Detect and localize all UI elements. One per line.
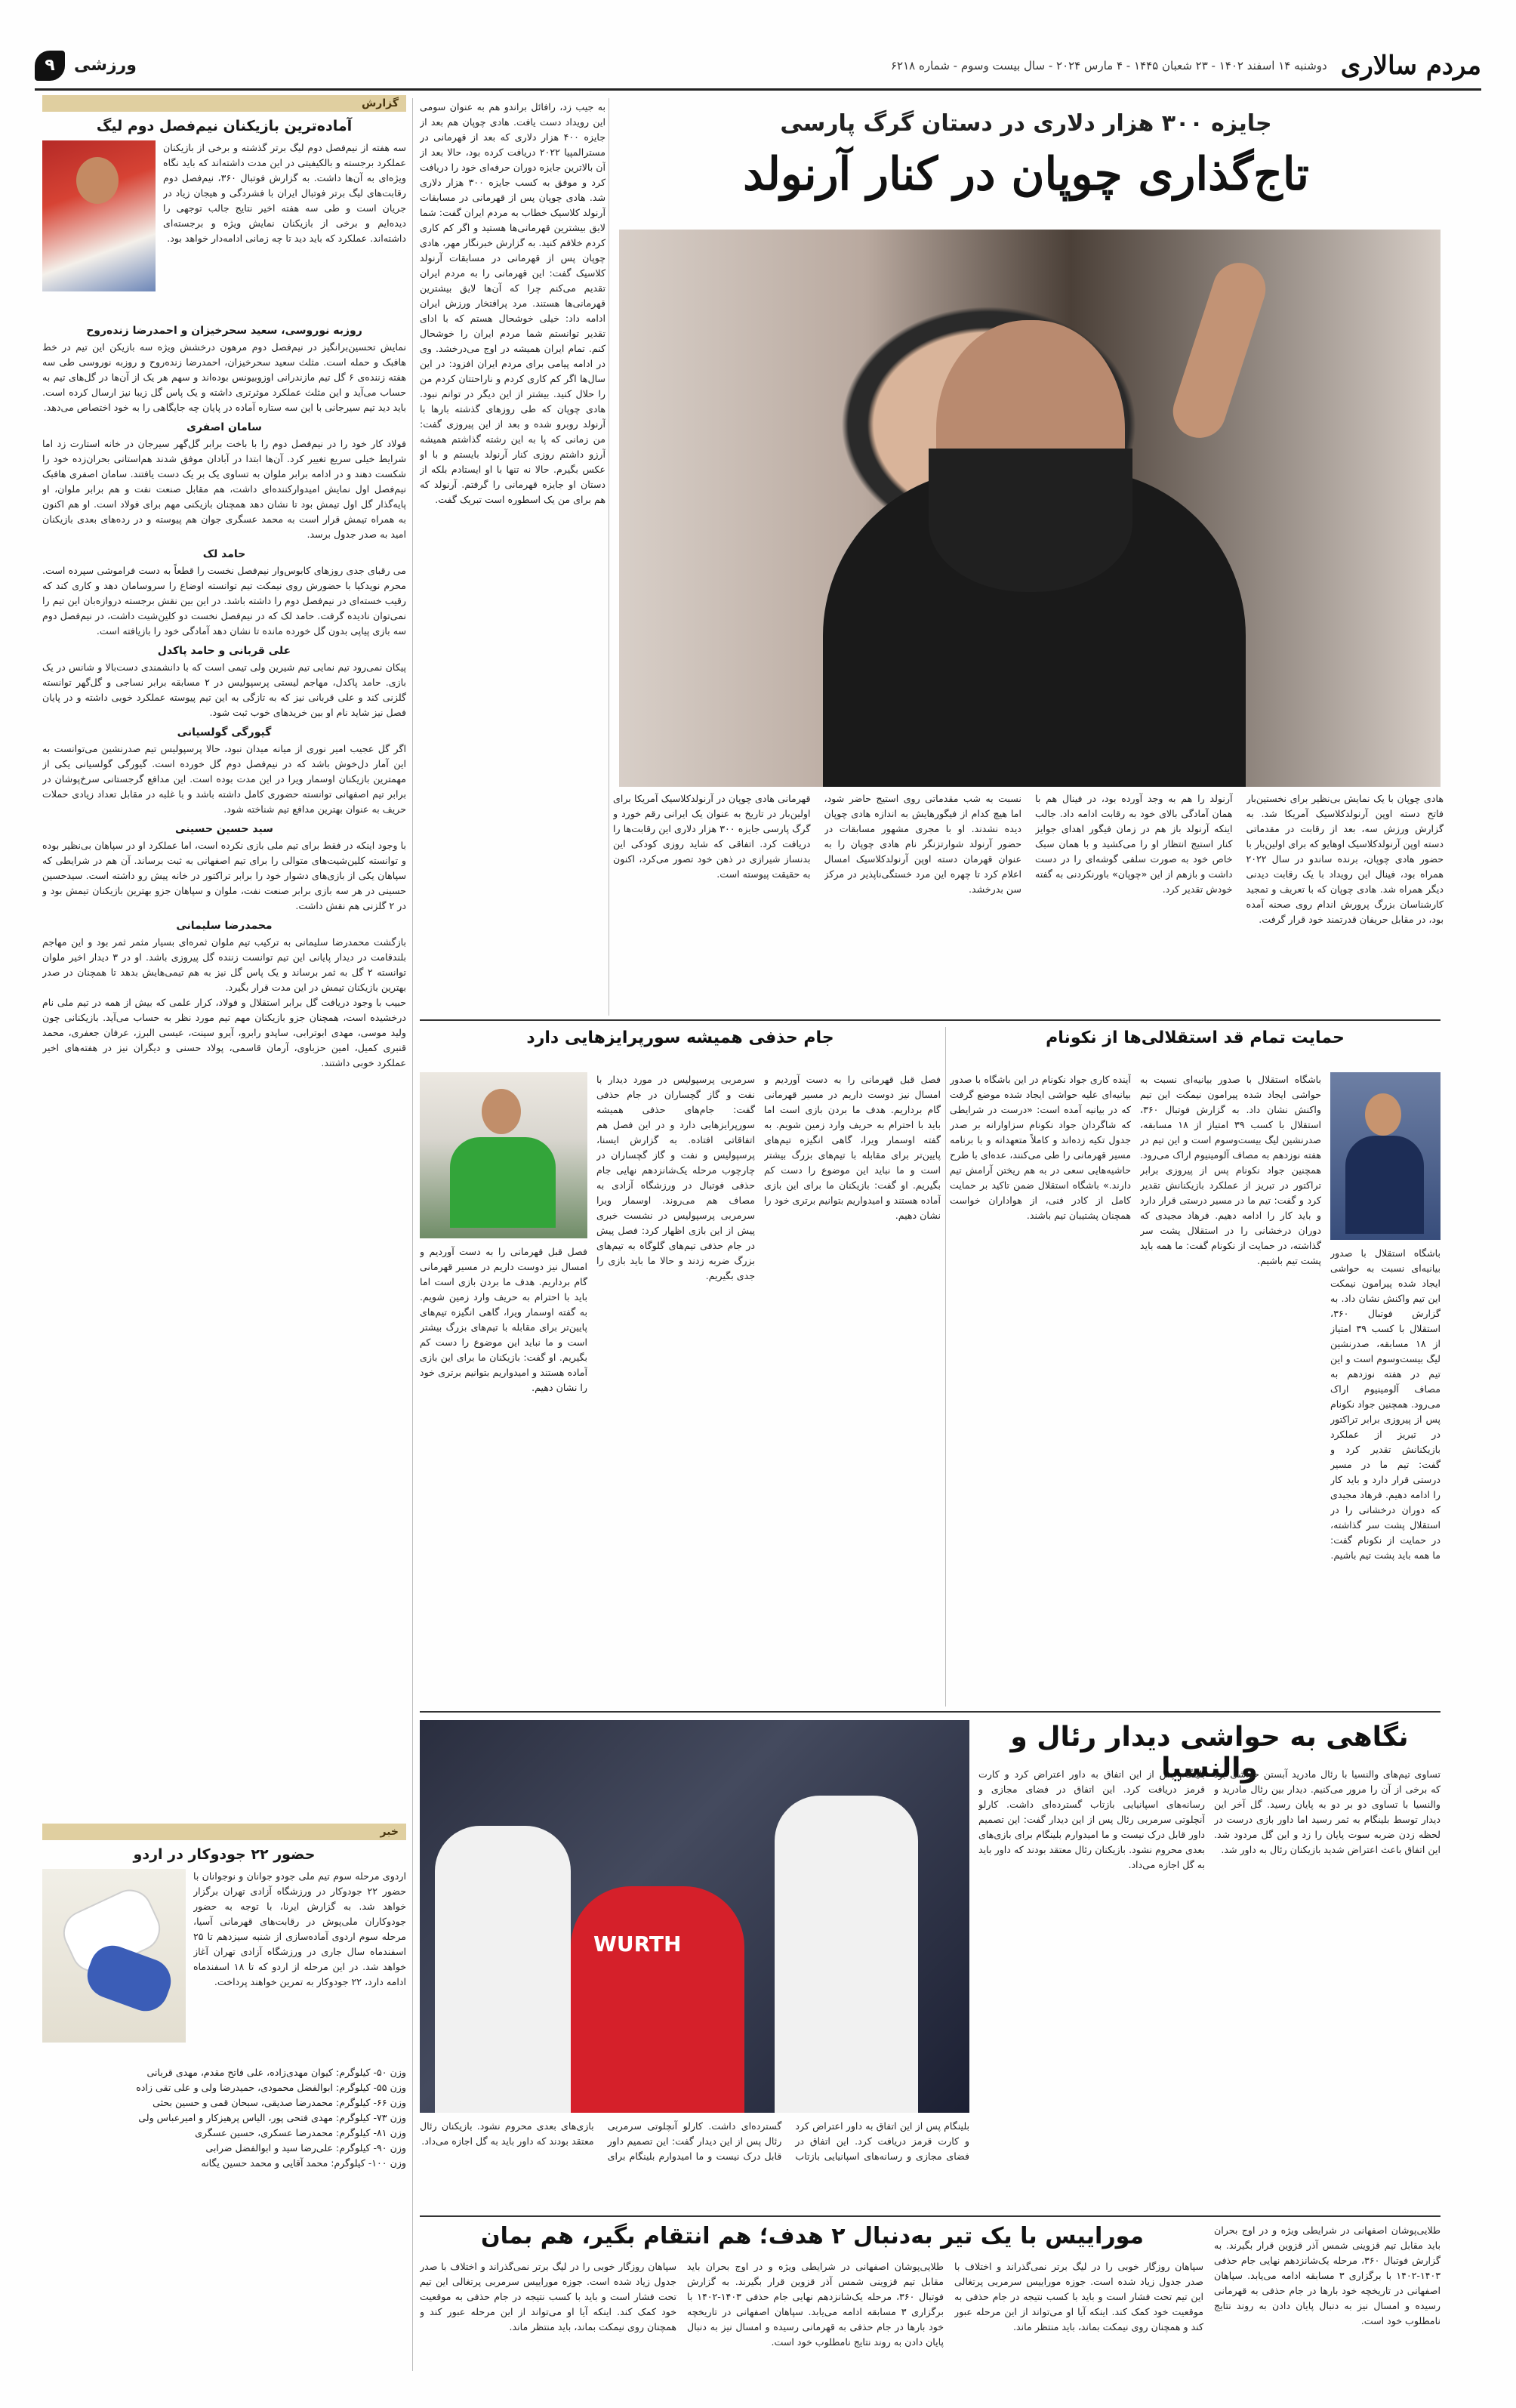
main-story-title: تاج‌گذاری چوپان در کنار آرنولد	[743, 148, 1309, 201]
coach-photo	[1330, 1072, 1441, 1240]
nekounam-col-2: باشگاه استقلال با صدور بیانیه‌ای نسبت به حواشی ایجاد شده پیرامون نیمکت این تیم واکنش نشان داد. به گزارش فوتبال ۳۶۰، استقلال با کسب ۳۹ امتیاز از ۱۸ مسابقه، صدرنشین لیگ بیست‌وسوم است و این تیم در هفته نوزدهم به مصاف آلومینیوم اراک می‌رود. همچنین جواد نکونام پس از پیروزی برابر تراکتور در تبریز از عملکرد بازیکنانش تقدیر کرد و گفت: تیم ما در مسیر درستی قرار دارد و باید کار را ادامه دهیم. فرهاد مجیدی که دوران درخشانی را در استقلال پشت سر گذاشته، در حمایت از نکونام گفت: ما همه باید پشت تیم باشیم.	[1140, 1074, 1321, 1266]
real-valencia-title: نگاهی به حواشی دیدار رئال و والنسیا	[1010, 1722, 1409, 1784]
sidebar-section-text: اگر گل عجیب امیر نوری از میانه میدان نبود، حالا پرسپولیس تیم صدرنشین می‌توانست به این آمار دل‌خوش باشد که در نیم‌فصل دوم گل خورده است. گیورگی گولسیانی یکی از مهمترین بازیکنان اوسمار ویرا در این مدت بوده است. این مدافع گرجستانی سرخ‌پوشان در برابر تیم اصفهانی توانسته حضوری کامل داشته باشد و با غلبه در مقابل تعداد زیادی حملات حریف به عنوان بهترین مدافع تیم شناخته شود.	[42, 743, 406, 815]
masthead-right	[891, 51, 1481, 81]
news-kicker: خبر	[42, 1824, 406, 1840]
moraes-col-2: طلایی‌پوشان اصفهانی در شرایطی ویژه و در اوج بحران باید مقابل تیم قزوینی شمس آذر قزوین قرار بگیرند. به گزارش فوتبال ۳۶۰، مرحله یک‌شانزدهم نهایی جام حذفی ۱۴۰۳-۱۴۰۲ با برگزاری ۳ مسابقه ادامه می‌یابد. سپاهان اصفهانی در تاریخچه خود بارها در جام حذفی به قهرمانی رسیده و امسال نیز به دنبال پایان دادن به روند نتایج نامطلوب خود است.	[687, 2261, 944, 2348]
moraes-col-4: طلایی‌پوشان اصفهانی در شرایطی ویژه و در اوج بحران باید مقابل تیم قزوینی شمس آذر قزوین قرار بگیرند. به گزارش فوتبال ۳۶۰، مرحله یک‌شانزدهم نهایی جام حذفی ۱۴۰۳-۱۴۰۲ با برگزاری ۳ مسابقه ادامه می‌یابد. سپاهان اصفهانی در تاریخچه خود بارها در جام حذفی به قهرمانی رسیده و امسال نیز به دنبال پایان دادن به روند نتایج نامطلوب خود است.	[1214, 2225, 1441, 2326]
news-list-item: وزن ۵۵- کیلوگرم: ابوالفضل محمودی، حمیدرضا ولی و علی تقی زاده	[136, 2082, 406, 2093]
news-title: حضور ۲۲ جودوکار در اردو	[133, 1846, 316, 1863]
news-list-item: وزن ۵۰- کیلوگرم: کیوان مهدی‌زاده، علی فاتح مقدم، مهدی قربانی	[146, 2067, 406, 2078]
main-story-col-2: آرنولد را هم به وجد آورده بود، در فینال هم با همان آمادگی بالای خود به رقابت ادامه داد. جالب اینکه آرنولد باز هم در زمان فیگور اهدای جوایز کنار استیج انتظار او را می‌کشید و با همان سبک خاص خود به صورت سلفی گوشه‌ای را در دست داشت و بازهم از این «چوپان» باورنکردنی به گفته خودش تقدیر کرد.	[1035, 793, 1233, 895]
real-valencia-col-1: بلینگام پس از این اتفاق به داور اعتراض کرد و کارت قرمز دریافت کرد. این اتفاق در فضای مجازی و رسانه‌های اسپانیایی بازتاب گسترده‌ای داشت. کارلو آنچلوتی سرمربی رئال پس از این دیدار گفت: این تصمیم داور قابل درک نیست و ما امیدوارم بلینگام برای بازی‌های بعدی محروم نشود. بازیکنان رئال معتقد بودند که داور باید به گل اجازه می‌داد.	[978, 1768, 1205, 1870]
sidebar-section-text: نمایش تحسین‌برانگیز در نیم‌فصل دوم مرهون درخشش ویژه سه بازیکن این تیم در خط هافبک و حمله است. مثلث سعید سحرخیزان، احمدرضا زنده‌روح و روزبه نوروسی طی سه هفته زننده‌ی ۶ گل تیم مازندرانی اوزوبیونس بوده‌اند و سهم هر یک از آن‌ها در گل‌های تیم به حساب می‌آید و این مثلث عملکرد موثرتری داشته و یک پاس گل زیبا نیز ارسال کرده است. باید دید تیم سیرجانی با این سه ستاره آماده در پایان چه جایگاهی را به خود اختصاص می‌دهد.	[42, 341, 406, 413]
news-weight-list	[42, 2065, 406, 2171]
sidebar-section-text: می رقبای جدی روزهای کابوس‌وار نیم‌فصل نخست را قطعاً به دست فراموشی سپرده است. محرم نویدکیا با حضورش روی نیمکت تیم توانسته اوضاع را سروسامان دهد و کاری کند که رقیب خسته‌ای در نیم‌فصل دوم را داشته باشد. در این بین نقش برجسته دروازه‌بان این تیم را نمی‌توان نادیده گرفت. حامد لک که در نیم‌فصل نخست دو کلین‌شیت داشت، در نیم‌فصل دوم سه بازی پیاپی بدون گل خورده مانده تا نشان دهد آمادگی خود را بازیافته است.	[42, 565, 406, 637]
news-text: اردوی مرحله سوم تیم ملی جودو جوانان و نوجوانان با حضور ۲۲ جودوکار در ورزشگاه آزادی تهران برگزار خواهد شد. به گزارش ایرنا، با توجه به حضور جودوکاران ملی‌پوش در رقابت‌های قهرمانی آسیا، مرحله سوم اردوی آماده‌سازی از شنبه سیزدهم تا ۲۵ اسفندماه سال جاری در ورزشگاه آزادی تهران آغاز خواهد شد. در این مرحله از اردو که تا ۱۸ اسفندماه ادامه دارد، ۲۲ جودوکار به تمرین خواهند پرداخت.	[193, 1870, 406, 1987]
section-name: ورزشی	[74, 56, 137, 75]
moraes-col-1: سپاهان روزگار خوبی را در لیگ برتر نمی‌گذراند و اختلاف با صدر جدول زیاد شده است. جوزه موراییس سرمربی پرتغالی این تیم تحت فشار است و باید با کسب نتیجه در جام حذفی به موقعیت خود کمک کند. اینکه آیا او می‌تواند از این مرحله عبور کند و همچنان روی نیمکت بماند، باید منتظر ماند.	[420, 2261, 676, 2332]
newspaper-logo: مردم سالاری	[1340, 50, 1481, 81]
bodybuilder-photo	[619, 230, 1441, 787]
sidebar-section-head: سامان اصفری	[186, 421, 262, 433]
sidebar-lead-block	[42, 140, 406, 319]
match-photo: WURTH	[420, 1720, 969, 2113]
section-divider	[420, 1711, 1441, 1713]
news-list-item: وزن ۷۳- کیلوگرم: مهدی فتحی پور، الیاس پرهیزکار و امیرعباس ولی	[138, 2112, 406, 2123]
jam-hazfi-title: جام حذفی همیشه سورپرایزهایی دارد	[526, 1028, 834, 1047]
sidebar-lead-text: سه هفته از نیم‌فصل دوم لیگ برتر گذشته و برخی از بازیکنان عملکرد برجسته و بالکیفیتی در این مدت داشته‌اند که باید نگاه ویژه‌ای به آن‌ها داشت. به گزارش فوتبال ۳۶۰، نیم‌فصل دوم رقابت‌های لیگ برتر فوتبال ایران با فشردگی و هیجان زیاد در جریان است و طی سه هفته اخیر نتایج جالب توجهی را دیده‌ایم و برخی از بازیکنان نمایش ویژه و برجسته‌ای داشته‌اند. عملکرد که باید دید تا چه زمانی ادامه‌دار خواهد بود.	[163, 142, 406, 244]
main-story-col-1: هادی چوپان با یک نمایش بی‌نظیر برای نخستین‌بار فاتح دسته اوپن آرنولدکلاسیک آمریکا شد. به گزارش ورزش سه، بعد از رقابت در مقدماتی دسته اوپن آرنولدکلاسیک اوهایو که برای اولین‌بار با حضور هادی چوپان، برنده ساندو در سال ۲۰۲۲ همراه بود، فینال این رویداد با یک رقابت دیدنی دیگر همراه شد. هادی چوپان که با تعریف و تمجید کارشناسان بزرگ پرورش اندام روی صحنه آمده بود، در مقابل حریفان قدرتمند خود قرار گرفت.	[1246, 793, 1444, 925]
sidebar-section-text: فولاد کار خود را در نیم‌فصل دوم را با باخت برابر گل‌گهر سیرجان در خانه استارت زد اما شرایط خیلی سریع تغییر کرد. آن‌ها ابتدا در آبادان موفق شدند هم‌استانی بحران‌زده خود را شکست دهند و در ادامه برابر ملوان به تساوی یک بر یک دست یافتند. سامان اصفری هافبک نیم‌فصل اول نمایش امیدوارکننده‌ای داشت، هم مقابل صنعت نفت و هم برابر ملوان، او پایه‌گذار گل اول تیمش بود تا نشان دهد همچنان بازیکنی مهم برای فولاد است. او هم اکنون به همراه تیمش قرار است به محمد عسگری جوان هم پیوسته و در رده‌های بعدی بازیکنان امید به صدر جدول برسد.	[42, 438, 406, 540]
main-story-col-3: نسبت به شب مقدماتی روی استیج حاضر شود، اما هیچ کدام از فیگورهایش به اندازه هادی چوپان دیده نشدند. او با مجری مشهور مسابقات در حضور آرنولد شوارتزنگر نام هادی چوپان را به عنوان قهرمان دسته اوپن آرنولدکلاسیک امسال اعلام کرد تا چهره این مرد خستگی‌ناپذیر در مرکز سن بدرخشد.	[824, 793, 1021, 895]
jam-hazfi-col-1: فصل قبل قهرمانی را به دست آوردیم و امسال نیز دوست داریم در مسیر قهرمانی گام برداریم. هدف ما بردن بازی است اما باید با احترام به حریف وارد زمین شویم. به گفته اوسمار ویرا، گاهی انگیزه تیم‌های پایین‌تر برای مقابله با تیم‌های بزرگ بیشتر است و ما نباید این موضوع را دست کم بگیریم. او گفت: بازیکنان ما برای این بازی آماده هستند و امیدواریم بتوانیم برتری خود را نشان دهیم.	[420, 1246, 587, 1393]
sidebar-section-head: گیورگی گولسیانی	[177, 726, 272, 738]
moraes-col-3: سپاهان روزگار خوبی را در لیگ برتر نمی‌گذراند و اختلاف با صدر جدول زیاد شده است. جوزه موراییس سرمربی پرتغالی این تیم تحت فشار است و باید با کسب نتیجه در جام حذفی به موقعیت خود کمک کند. اینکه آیا او می‌تواند از این مرحله عبور کند و همچنان روی نیمکت بماند، باید منتظر ماند.	[954, 2261, 1203, 2332]
sidebar-section-head: حامد لک	[202, 548, 246, 560]
footballer-photo	[42, 140, 156, 291]
section-divider	[420, 1019, 1441, 1021]
news-list-item: وزن ۶۶- کیلوگرم: محمدرضا صدیقی، سبحان قمی و حسین بحثی	[153, 2097, 406, 2108]
main-story-col-5: به جیب زد، رافائل براندو هم به عنوان سومی این رویداد دست یافت. هادی چوپان هم بعد از جایزه ۴۰۰ هزار دلاری که بعد از قهرمانی در مسترالمپیا ۲۰۲۲ دریافت کرده بود، حالا بعد از آن بالاترین جایزه دوران حرفه‌ای خود را دریافت کرد و موفق به کسب جایزه ۳۰۰ هزار دلاری شد. هادی چوپان پس از قهرمانی در مسابقات آرنولد کلاسیک خطاب به مردم ایران گفت: شما لایق بیشترین قهرمانی‌ها هستید و اگر کم کاری کردم خلافم کنید. به گزارش خبرنگار مهر، هادی چوپان پس از قهرمانی در مسابقات آرنولد کلاسیک گفت: این قهرمانی را به مردم ایران تقدیم می‌کنم چرا که آن‌ها لایق بیشترین قهرمانی‌ها هستند. مرد پرافتخار ورزش ایران ادامه داد: خیلی خوشحال هستم که با ادای تقدیر توانستم شما مردم ایران را خوشحال کنم. تمام ایران همیشه در اوج می‌درخشد. وی در ادامه پیامی برای مردم ایران افزود: در این سال‌ها اگر کم کاری کردم و ناراحتتان کردم من را حلال کنید. بیشتر از این دیگر در توانم نبود. هادی چوپان که طی روزهای گذشته بارها با آرنولد روبرو شده و بعد از این پیروزی گفت: من زمانی که پا به این رشته گذاشتم همیشه آرزو داشتم روزی کنار آرنولد بایستم و با او عکس بگیرم. حالا نه تنها با او ایستادم بلکه از دستان او جایزه قهرمانی را گرفتم. آرنولد که هم برای من یک اسطوره است تبریک گفت.	[420, 101, 605, 505]
judo-photo	[42, 1869, 186, 2043]
masthead	[35, 42, 1481, 91]
nekounam-title: حمایت تمام قد استقلالی‌ها از نکونام	[1046, 1028, 1345, 1047]
news-list-item: وزن ۸۱- کیلوگرم: محمدرضا عسکری، حسین عسگری	[195, 2127, 406, 2138]
sidebar-section-head: سید حسین حسینی	[175, 823, 273, 835]
masthead-left	[35, 51, 137, 81]
main-story-col-4: قهرمانی هادی چوپان در آرنولدکلاسیک آمریکا برای اولین‌بار در تاریخ به عنوان یک ایرانی رقم خورد و گرگ پارسی جایزه ۳۰۰ هزار دلاری این رقابت‌ها را دریافت کرد. اتفاقی که شاید روزی کودکی این بدنساز شیرازی در ذهن خود تصور می‌کرد، اکنون به حقیقت پیوسته است.	[613, 793, 811, 880]
news-block	[42, 1869, 406, 2065]
sidebar-sections	[42, 319, 406, 1818]
jam-hazfi-col-3: فصل قبل قهرمانی را به دست آوردیم و امسال نیز دوست داریم در مسیر قهرمانی گام برداریم. هدف ما بردن بازی است اما باید با احترام به حریف وارد زمین شویم. به گفته اوسمار ویرا، گاهی انگیزه تیم‌های پایین‌تر برای مقابله با تیم‌های بزرگ بیشتر است و ما نباید این موضوع را دست کم بگیریم. او گفت: بازیکنان ما برای این بازی آماده هستند و امیدواریم بتوانیم برتری خود را نشان دهیم.	[764, 1074, 941, 1221]
main-story-columns	[613, 791, 1444, 1010]
sidebar-title: آماده‌ترین بازیکنان نیم‌فصل دوم لیگ	[96, 118, 353, 134]
sidebar-section-text: پیکان نمی‌رود تیم نمایی تیم شیرین ولی تیمی است که با دانشمندی دست‌بالا و شانس در یک بازی. حامد پاکدل، مهاجم لیستی پرسپولیس در ۲ مسابقه برابر نساجی و گل‌گهر توانسته گلزنی کند و علی قربانی نیز که به تازگی به این تیم پیوسته عملکرد خوبی داشته و در پایان فصل نیز شاید نام او بین خریدهای خوب ثبت شود.	[42, 661, 406, 718]
sidebar-report	[42, 95, 406, 2374]
page-number: ۹	[35, 51, 65, 81]
main-story-kicker: جایزه ۳۰۰ هزار دلاری در دستان گرگ پارسی	[780, 110, 1272, 137]
column-divider	[945, 1027, 946, 1707]
sidebar-section-head: علی قربانی و حامد پاکدل	[157, 645, 291, 657]
sidebar-section-head: محمدرضا سلیمانی	[176, 920, 273, 932]
column-divider	[412, 98, 413, 2371]
section-divider	[420, 2215, 1441, 2217]
sidebar-section-text: با وجود اینکه در فقط برای تیم ملی بازی نکرده است، اما عملکرد او در سپاهان بی‌نظیر بوده و توانسته کلین‌شیت‌های متوالی را برای تیم اصفهانی به ثبت برساند. آن هم در شرایطی که سپاهان یکی از بازی‌های دشوار خود را برابر تراکتور در خانه پیش رو داشته است. سیدحسین حسینی در هر سه بازی برابر صنعت نفت، ملوان و سپاهان جزو بهترین بازیکنان تیمش بود و در ۲ گلزنی هم نقش داشت.	[42, 840, 406, 911]
nekounam-col-3: باشگاه استقلال با صدور بیانیه‌ای نسبت به حواشی ایجاد شده پیرامون نیمکت این تیم واکنش نشان داد. به گزارش فوتبال ۳۶۰، استقلال با کسب ۳۹ امتیاز از ۱۸ مسابقه، صدرنشین لیگ بیست‌وسوم است و این تیم در هفته نوزدهم به مصاف آلومینیوم اراک می‌رود. همچنین جواد نکونام پس از پیروزی برابر تراکتور در تبریز از عملکرد بازیکنانش تقدیر کرد و گفت: تیم ما در مسیر درستی قرار دارد و باید کار را ادامه دهیم. فرهاد مجیدی که دوران درخشانی را در استقلال پشت سر گذاشته، در حمایت از نکونام گفت: ما همه باید پشت تیم باشیم.	[1330, 1247, 1441, 1561]
sidebar-section-text: حبیب با وجود دریافت گل برابر استقلال و فولاد، کرار علمی که بیش از همه در تیم ملی نام درخشیده است، همچنان جزو بازیکنان مهم تیم مورد نظر به حساب می‌آید. بازیکنانی چون ولید موسی، مهدی ابوترابی، ساپدو رابرو، آیرو سینت، عیسی البرز، عرفان جعفری، محمد قنبری کمیل، امین حزباوی، آرمان قاسمی، پولاد حسنی و دیگران نیز در هفته‌های اخیر عملکرد خوبی داشتند.	[42, 997, 406, 1068]
issue-date-info: دوشنبه ۱۴ اسفند ۱۴۰۲ - ۲۳ شعبان ۱۴۴۵ - ۴ مارس ۲۰۲۴ - سال بیست وسوم - شماره ۶۲۱۸	[890, 58, 1327, 72]
moraes-title: موراییس با یک تیر به‌دنبال ۲ هدف؛ هم انتقام بگیر، هم بمان	[481, 2223, 1144, 2249]
sidebar-section-text: بازگشت محمدرضا سلیمانی به ترکیب تیم ملوان ثمره‌ای بسیار مثمر ثمر بود و این مهاجم بلندقامت در دیدار پایانی این تیم توانست زننده گل پیروزی باشد. او در ۳ دیدار اخیر ملوان توانسته ۲ گل به ثمر برساند و یک پاس گل نیز به هم تیمی‌هایش بدهد تا همچنان در صدر بهترین بازیکنان تیمش در این مدت قرار بگیرد.	[42, 936, 406, 993]
goalkeeper-photo	[420, 1072, 587, 1238]
sidebar-section-head: روزبه نوروسی، سعید سحرخیزان و احمدرضا زنده‌روح	[86, 325, 362, 337]
real-valencia-col-2: تساوی تیم‌های والنسیا با رئال مادرید آبستن حواشی بود که برخی از آن را مرور می‌کنیم. دیدار بین رئال مادرید و والنسیا با تساوی دو بر دو به پایان رسید. گل آخر این دیدار توسط بلینگام به ثمر رسید اما داور بازی درست در لحظه زدن ضربه سوت پایان را زد و این گل مردود شد. این اتفاق باعث اعتراض شدید بازیکنان رئال به داور شد.	[1214, 1768, 1441, 1855]
nekounam-col-1: آینده کاری جواد نکونام در این باشگاه با صدور بیانیه‌ای علیه حواشی ایجاد شده موضع گرفت که در بیانیه آمده است: «درست در شرایطی که شاگردان جواد نکونام سزاوارانه بر صدر جدول تکیه زده‌اند و کاملاً متعهدانه و با برنامه مسیر قهرمانی را طی می‌کنند، عده‌ای با طرح حاشیه‌هایی سعی در به هم ریختن آرامش تیم دارند.» باشگاه استقلال ضمن تاکید بر حمایت کامل از کادر فنی، از هواداران خواست همچنان پشتیبان تیم باشند.	[950, 1074, 1131, 1221]
news-list-item: وزن ۱۰۰- کیلوگرم: محمد آقایی و محمد حسین یگانه	[201, 2157, 406, 2169]
real-valencia-photo-text: بلینگام پس از این اتفاق به داور اعتراض کرد و کارت قرمز دریافت کرد. این اتفاق در فضای مجازی و رسانه‌های اسپانیایی بازتاب گسترده‌ای داشت. کارلو آنچلوتی سرمربی رئال پس از این دیدار گفت: این تصمیم داور قابل درک نیست و ما امیدوارم بلینگام برای بازی‌های بعدی محروم نشود. بازیکنان رئال معتقد بودند که داور باید به گل اجازه می‌داد.	[420, 2120, 969, 2162]
news-list-item: وزن ۹۰- کیلوگرم: علی‌رضا سید و ابوالفضل ضرابی	[205, 2142, 406, 2154]
jam-hazfi-col-2: سرمربی پرسپولیس در مورد دیدار با نفت و گاز گچساران در جام حذفی گفت: جام‌های حذفی همیشه سورپرایزهایی دارد و در این فصل هم اتفاقاتی افتاده. به گزارش ایسنا، پرسپولیس و نفت و گاز گچساران در چارچوب مرحله یک‌شانزدهم نهایی جام حذفی فوتبال در ورزشگاه آزادی به مصاف هم می‌روند. اوسمار ویرا سرمربی پرسپولیس در نشست خبری پیش از این بازی اظهار کرد: فصل پیش در جام حذفی تیم‌های گلوگاه به تیم‌های بزرگ ضربه زدند و حالا ما باید بازی را جدی بگیریم.	[596, 1074, 755, 1281]
sidebar-kicker: گزارش	[42, 95, 406, 112]
